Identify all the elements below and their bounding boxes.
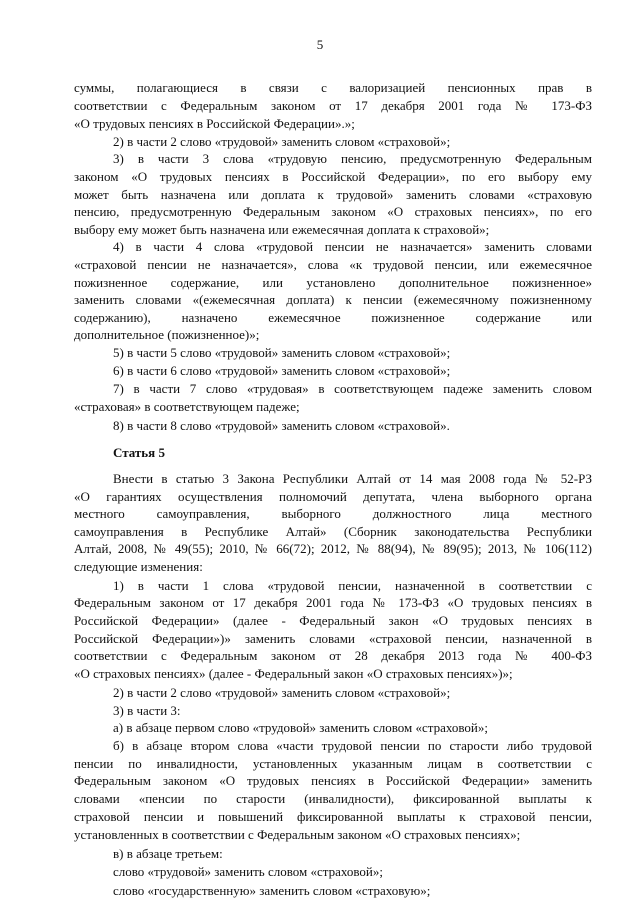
text-line: «страховой пенсии не назначается», слова «к трудовой пенсии, или ежемесячное: [74, 257, 592, 272]
text-line: слово «трудовой» заменить словом «страховой»;: [113, 864, 383, 879]
text-line: Российской Федерации»)» заменить словами «страховой пенсии, назначенной в: [74, 631, 592, 646]
text-line: 2) в части 2 слово «трудовой» заменить словом «страховой»;: [113, 134, 451, 149]
text-line: законом «О трудовых пенсиях в Российской Федерации», по его выбору ему: [74, 169, 592, 184]
text-line: в) в абзаце третьем:: [113, 846, 223, 861]
text-line: «О гарантиях осуществления полномочий депутата, члена выборного органа: [74, 489, 592, 504]
text-line: следующие изменения:: [74, 559, 203, 574]
text-line: Внести в статью 3 Закона Республики Алтай от 14 мая 2008 года № 52-РЗ: [113, 471, 592, 486]
text-line: 3) в части 3 слова «трудовую пенсию, предусмотренную Федеральным: [113, 151, 592, 166]
text-line: страховой пенсии и повышений фиксированной выплаты к страховой пенсии,: [74, 809, 592, 824]
text-line: 2) в части 2 слово «трудовой» заменить словом «страховой»;: [113, 685, 451, 700]
text-line: пожизненное содержание, или установлено дополнительное пожизненное»: [74, 275, 592, 290]
text-line: словами «пенсии по старости (инвалидности), фиксированной выплаты к: [74, 791, 592, 806]
page-number: 5: [316, 37, 324, 52]
text-line: 1) в части 1 слова «трудовой пенсии, назначенной в соответствии с: [113, 578, 592, 593]
text-line: 8) в части 8 слово «трудовой» заменить словом «страховой».: [113, 418, 450, 433]
text-line: Федеральным законом от 17 декабря 2001 года № 173-ФЗ «О трудовых пенсиях в: [74, 595, 592, 610]
text-line: слово «государственную» заменить словом «страховую»;: [113, 883, 431, 898]
text-line: 7) в части 7 слово «трудовая» в соответствующем падеже заменить словом: [113, 381, 592, 396]
text-line: установленных в соответствии с Федеральным законом «О страховых пенсиях»;: [74, 827, 521, 842]
text-line: а) в абзаце первом слово «трудовой» заменить словом «страховой»;: [113, 720, 489, 735]
text-line: б) в абзаце втором слова «части трудовой пенсии по старости либо трудовой: [113, 738, 592, 753]
text-line: 5) в части 5 слово «трудовой» заменить словом «страховой»;: [113, 345, 451, 360]
text-line: суммы, полагающиеся в связи с валоризацией пенсионных прав в: [74, 80, 592, 95]
text-line: 4) в части 4 слова «трудовой пенсии не назначается» заменить словами: [113, 239, 592, 254]
text-line: самоуправления в Республике Алтай» (Сборник законодательства Республики: [74, 524, 592, 539]
text-line: выбору ему может быть назначена или ежемесячная доплата к страховой»;: [74, 222, 490, 237]
text-line: Федеральным законом «О трудовых пенсиях в Российской Федерации» заменить: [74, 773, 592, 788]
text-line: местного самоуправления, выборного должностного лица местного: [74, 506, 592, 521]
text-line: пенсии по инвалидности, установленных указанным лицам в соответствии с: [74, 756, 592, 771]
text-line: «О трудовых пенсиях в Российской Федерации».»;: [74, 116, 355, 131]
text-line: Российской Федерации» (далее - Федеральный закон «О трудовых пенсиях в: [74, 613, 592, 628]
text-line: пенсию, предусмотренную Федеральным законом «О страховых пенсиях», по его: [74, 204, 592, 219]
text-line: соответствии с Федеральным законом от 17 декабря 2001 года № 173-ФЗ: [74, 98, 592, 113]
text-line: 3) в части 3:: [113, 703, 181, 718]
text-line: соответствии с Федеральным законом от 28 декабря 2013 года № 400-ФЗ: [74, 648, 592, 663]
text-line: «страховая» в соответствующем падеже;: [74, 399, 300, 414]
text-line: содержанию), назначено ежемесячное пожизненное содержание или: [74, 310, 592, 325]
text-line: «О страховых пенсиях» (далее - Федеральный закон «О страховых пенсиях»)»;: [74, 666, 513, 681]
article-heading: Статья 5: [113, 445, 165, 460]
text-line: Алтай, 2008, № 49(55); 2010, № 66(72); 2012, № 88(94), № 89(95); 2013, № 106(112): [74, 541, 592, 556]
text-line: дополнительное (пожизненное)»;: [74, 327, 260, 342]
text-line: 6) в части 6 слово «трудовой» заменить словом «страховой»;: [113, 363, 451, 378]
text-line: может быть назначена или доплата к трудовой» заменить словами «страховую: [74, 187, 592, 202]
text-line: заменить словами «(ежемесячная доплата) к пенсии (ежемесячному пожизненному: [74, 292, 592, 307]
